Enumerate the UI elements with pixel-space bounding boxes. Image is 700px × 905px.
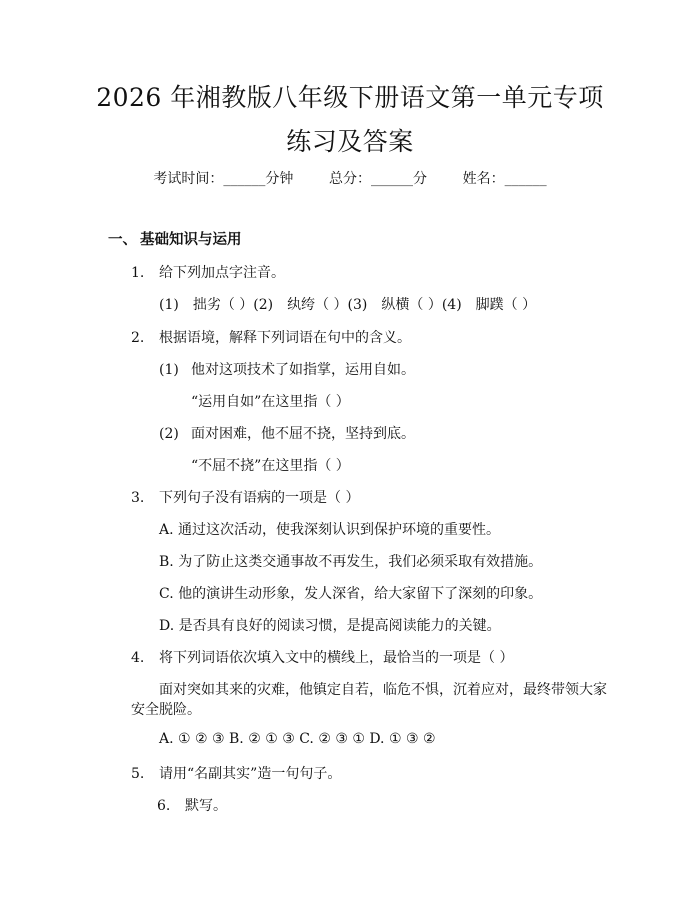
section-number: 一、 <box>108 231 137 248</box>
question-text: 根据语境，解释下列词语在句中的含义。 <box>159 330 411 346</box>
question-2 <box>131 327 411 347</box>
question-3-option-c: C. 他的演讲生动形象，发人深省，给大家留下了深刻的印象。 <box>159 586 543 602</box>
score-unit: 分 <box>413 171 427 187</box>
document-title-line-1: 2026 年湘教版八年级下册语文第一单元专项 <box>96 83 604 112</box>
question-4-options: A. ① ② ③ B. ② ① ③ C. ② ③ ① D. ① ③ ② <box>159 731 436 747</box>
question-4 <box>131 647 513 667</box>
question-3-option-a: A. 通过这次活动，使我深刻认识到保护环境的重要性。 <box>159 522 501 538</box>
question-3-option-b: B. 为了防止这类交通事故不再发生，我们必须采取有效措施。 <box>159 554 543 570</box>
name-label: 姓名： <box>462 171 505 187</box>
question-3 <box>131 487 359 507</box>
question-text: 默写。 <box>185 798 227 814</box>
question-number: 6. <box>157 798 171 814</box>
section-title: 基础知识与运用 <box>140 231 242 248</box>
question-text: 请用“名副其实”造一句句子。 <box>159 766 342 782</box>
question-number: 2. <box>131 330 145 346</box>
score-label: 总分： <box>329 171 371 187</box>
question-number: 1. <box>131 265 145 281</box>
sub-number: (1) <box>159 362 179 378</box>
question-1 <box>131 262 285 282</box>
question-2-sub-2 <box>159 423 415 443</box>
time-blank: ______ <box>223 171 266 187</box>
question-4-passage-line-1: 面对突如其来的灾难，他镇定自若，临危不惧，沉着应对，最终带领大家 <box>159 682 607 698</box>
question-4-passage-line-2: 安全脱险。 <box>131 702 201 718</box>
name-blank: ______ <box>504 171 547 187</box>
question-text: 将下列词语依次填入文中的横线上，最恰当的一项是（ ） <box>159 650 514 666</box>
question-1-items: (1) 拙劣（ ）(2) 纨绔（ ）(3) 纵横（ ）(4) 脚蹼（ ） <box>159 297 537 313</box>
question-text: 下列句子没有语病的一项是（ ） <box>159 490 360 506</box>
question-2-sub-1-ask: “运用自如”在这里指（ ） <box>191 394 350 410</box>
question-number: 3. <box>131 490 145 506</box>
exam-info <box>0 168 700 188</box>
question-text: 给下列加点字注音。 <box>159 265 285 281</box>
sub-text: 他对这项技术了如指掌，运用自如。 <box>191 362 415 378</box>
question-5 <box>131 763 341 783</box>
time-unit: 分钟 <box>265 171 294 187</box>
document-title-line-2: 练习及答案 <box>286 127 414 156</box>
question-2-sub-2-ask: “不屈不挠”在这里指（ ） <box>191 458 350 474</box>
question-number: 5. <box>131 766 145 782</box>
sub-text: 面对困难，他不屈不挠，坚持到底。 <box>191 426 415 442</box>
question-3-option-d: D. 是否具有良好的阅读习惯，是提高阅读能力的关键。 <box>159 618 501 634</box>
question-2-sub-1 <box>159 359 415 379</box>
sub-number: (2) <box>159 426 179 442</box>
score-blank: ______ <box>371 171 413 187</box>
section-heading <box>108 228 242 249</box>
question-6 <box>157 795 227 815</box>
question-number: 4. <box>131 650 145 666</box>
time-label: 考试时间： <box>153 171 224 187</box>
